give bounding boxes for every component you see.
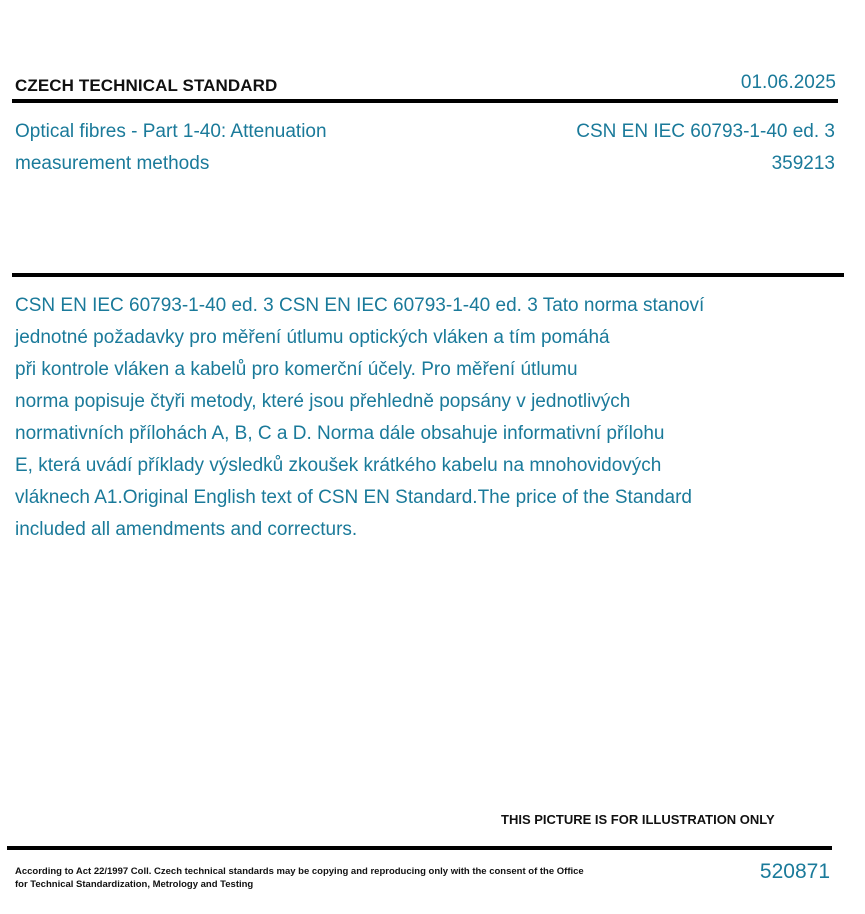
title-line: Optical fibres - Part 1-40: Attenuation: [15, 121, 327, 142]
document-title: [15, 116, 445, 180]
footer-rule: [7, 846, 832, 850]
abstract-line: CSN EN IEC 60793-1-40 ed. 3 CSN EN IEC 60793-1-40 ed. 3 Tato norma stanoví: [15, 295, 705, 316]
illustration-note: THIS PICTURE IS FOR ILLUSTRATION ONLY: [501, 812, 775, 827]
header-rule: [12, 99, 838, 103]
abstract-text: [15, 290, 825, 546]
title-line: measurement methods: [15, 153, 210, 174]
abstract-line: vláknech A1.Original English text of CSN EN Standard.The price of the Standard: [15, 487, 692, 508]
legal-line: According to Act 22/1997 Coll. Czech technical standards may be copying and reproducing only with the consent of the Office: [15, 866, 584, 877]
standard-number: CSN EN IEC 60793-1-40 ed. 3: [576, 121, 835, 142]
catalog-number: 520871: [759, 860, 830, 883]
standard-type-label: CZECH TECHNICAL STANDARD: [15, 76, 278, 95]
section-rule: [12, 273, 844, 277]
abstract-line: jednotné požadavky pro měření útlumu optických vláken a tím pomáhá: [15, 327, 610, 348]
abstract-line: norma popisuje čtyři metody, které jsou přehledně popsány v jednotlivých: [15, 391, 631, 412]
abstract-line: E, která uvádí příklady výsledků zkoušek krátkého kabelu na mnohovidových: [15, 455, 662, 476]
legal-line: for Technical Standardization, Metrology and Testing: [15, 879, 254, 890]
abstract-line: normativních přílohách A, B, C a D. Norma dále obsahuje informativní přílohu: [15, 423, 665, 444]
legal-notice: [15, 865, 584, 891]
abstract-line: included all amendments and correcturs.: [15, 519, 358, 540]
publication-date: 01.06.2025: [740, 72, 836, 93]
abstract-line: při kontrole vláken a kabelů pro komerční účely. Pro měření útlumu: [15, 359, 578, 380]
standard-identifiers: [576, 116, 835, 180]
class-number: 359213: [771, 153, 835, 174]
